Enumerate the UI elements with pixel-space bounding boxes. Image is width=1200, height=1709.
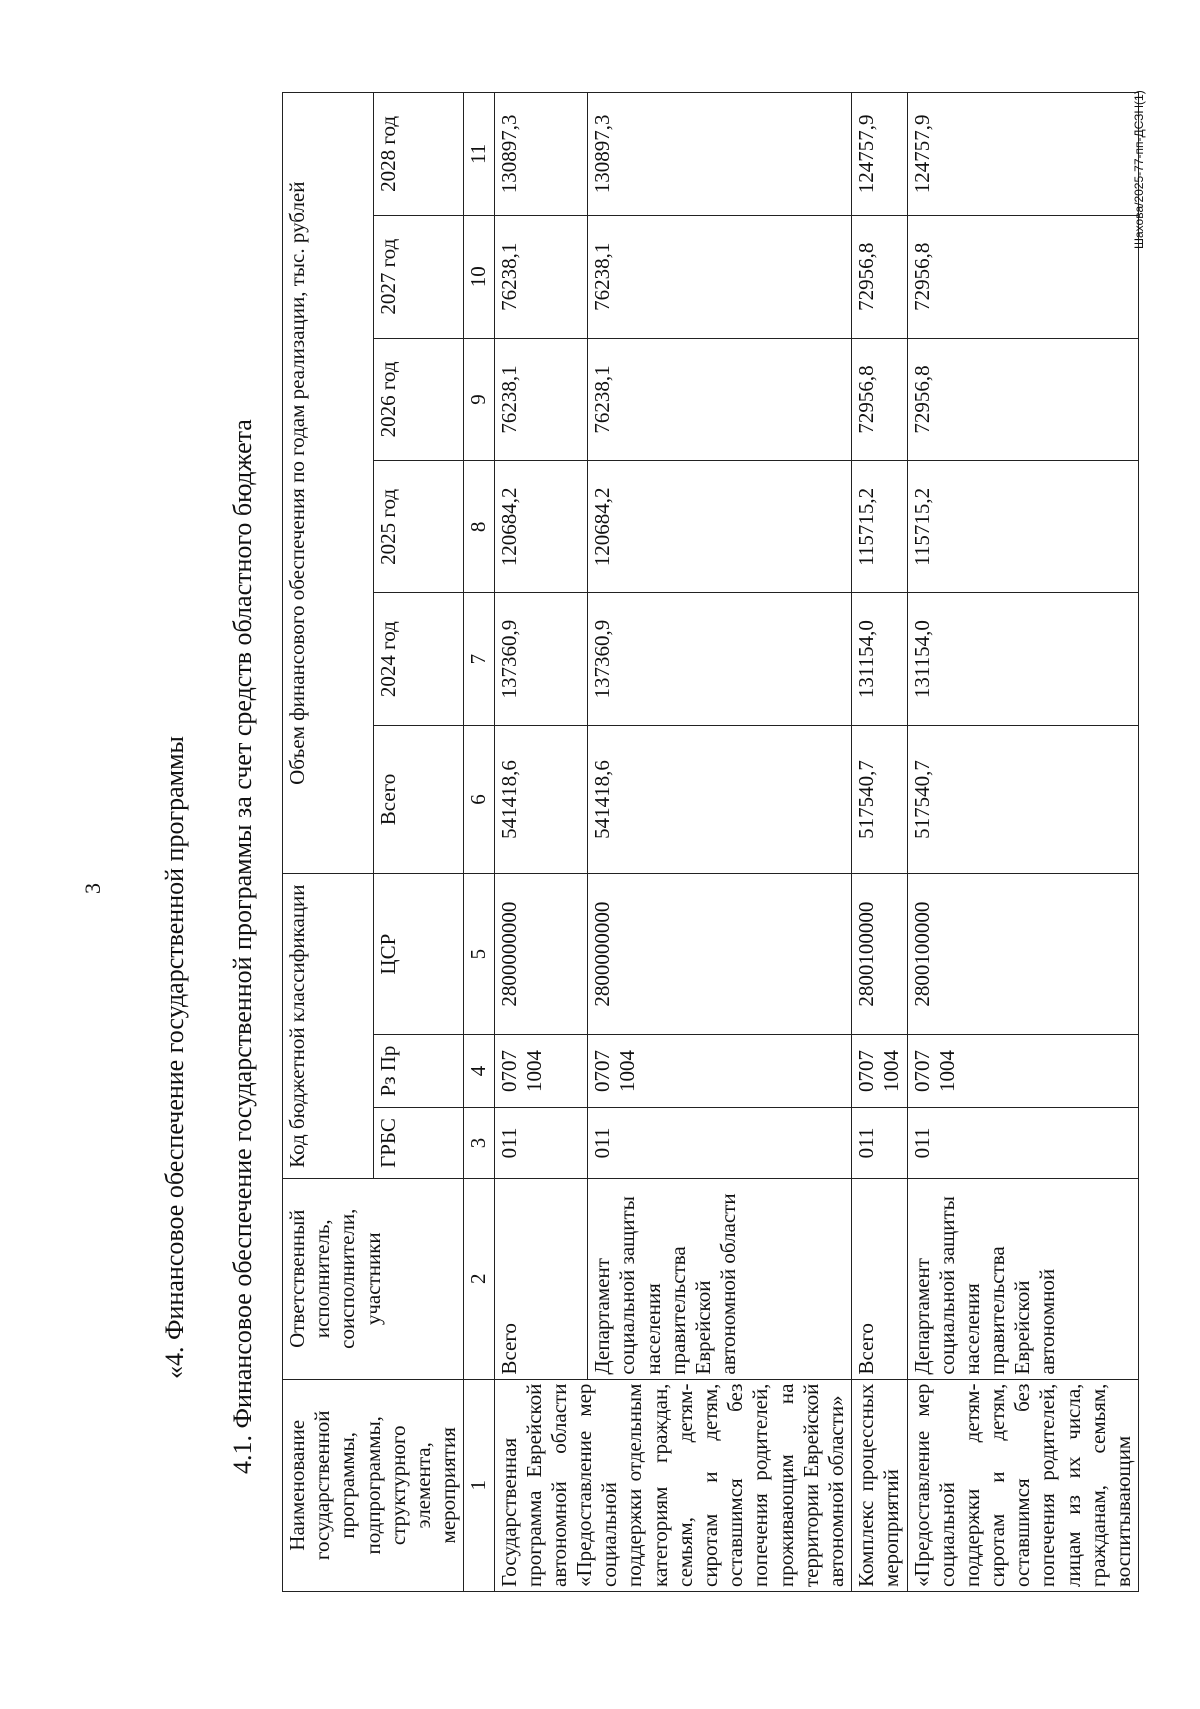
rz-pr-cell: 0707 1004 bbox=[907, 1034, 1139, 1107]
year-2025-cell: 115715,2 bbox=[852, 461, 907, 593]
column-number: 3 bbox=[464, 1108, 494, 1179]
grbs-cell: 011 bbox=[588, 1108, 852, 1179]
table-row bbox=[494, 93, 588, 1592]
table-row bbox=[852, 93, 907, 1592]
header-grbs: ГРБС bbox=[373, 1108, 464, 1179]
program-name: Государственная программа Еврейской автономной области «Предоставление мер социальной поддержки отдельным категориям граждан, семьям, детям-сиротам и детям, оставшимся без попечения родителей, проживающим на территории Еврейской автономной области» bbox=[494, 1379, 852, 1591]
csr-cell: 2800000000 bbox=[494, 874, 588, 1035]
year-2024-cell: 131154,0 bbox=[907, 593, 1139, 725]
total-cell: 517540,7 bbox=[907, 725, 1139, 874]
subsection-title: 4.1. Финансовое обеспечение государственной программы за счет средств областного бюджета bbox=[228, 419, 257, 1474]
year-2026-cell: 72956,8 bbox=[907, 338, 1139, 461]
year-2028-cell: 124757,9 bbox=[907, 93, 1139, 216]
total-cell: 541418,6 bbox=[588, 725, 852, 874]
header-budget-code: Код бюджетной классификации bbox=[283, 874, 374, 1179]
header-volume: Объем финансового обеспечения по годам реализации, тыс. рублей bbox=[283, 93, 374, 874]
column-number: 6 bbox=[464, 725, 494, 874]
csr-cell: 2800100000 bbox=[852, 874, 907, 1035]
year-2026-cell: 76238,1 bbox=[494, 338, 588, 461]
year-2027-cell: 72956,8 bbox=[852, 215, 907, 338]
page-number: 3 bbox=[80, 883, 105, 894]
column-number: 11 bbox=[464, 93, 494, 216]
header-2026: 2026 год bbox=[373, 338, 464, 461]
grbs-cell: 011 bbox=[852, 1108, 907, 1179]
year-2028-cell: 124757,9 bbox=[852, 93, 907, 216]
year-2024-cell: 137360,9 bbox=[588, 593, 852, 725]
year-2028-cell: 130897,3 bbox=[588, 93, 852, 216]
year-2026-cell: 76238,1 bbox=[588, 338, 852, 461]
column-number: 9 bbox=[464, 338, 494, 461]
header-csr: ЦСР bbox=[373, 874, 464, 1035]
column-number-row bbox=[464, 93, 494, 1592]
column-number: 1 bbox=[464, 1379, 494, 1591]
column-number: 2 bbox=[464, 1178, 494, 1379]
responsible-cell: Всего bbox=[852, 1178, 907, 1379]
column-number: 5 bbox=[464, 874, 494, 1035]
total-cell: 517540,7 bbox=[852, 725, 907, 874]
csr-cell: 2800100000 bbox=[907, 874, 1139, 1035]
year-2025-cell: 120684,2 bbox=[588, 461, 852, 593]
measure-name: «Предоставление мер социальной поддержки детям-сиротам и детям, оставшимся без попечения родителей, лицам из их числа, гражданам, семьям, воспитывающим bbox=[907, 1379, 1139, 1591]
rz-pr-cell: 0707 1004 bbox=[852, 1034, 907, 1107]
document-footer-code: Шахова/2025-77-пп-ДСЗН(1) bbox=[1132, 90, 1146, 249]
responsible-cell: Департамент социальной защиты населения правительства Еврейской автономной области bbox=[588, 1178, 852, 1379]
column-number: 4 bbox=[464, 1034, 494, 1107]
header-total: Всего bbox=[373, 725, 464, 874]
year-2027-cell: 72956,8 bbox=[907, 215, 1139, 338]
responsible-cell: Департамент социальной защиты населения правительства Еврейской автономной bbox=[907, 1178, 1139, 1379]
table-row bbox=[588, 93, 852, 1592]
financing-table bbox=[282, 92, 1139, 1592]
grbs-cell: 011 bbox=[907, 1108, 1139, 1179]
total-cell: 541418,6 bbox=[494, 725, 588, 874]
table-row bbox=[907, 93, 1139, 1592]
section-title: «4. Финансовое обеспечение государственной программы bbox=[160, 735, 189, 1379]
rz-pr-cell: 0707 1004 bbox=[588, 1034, 852, 1107]
header-responsible: Ответственный исполнитель, соисполнители, участники bbox=[283, 1178, 464, 1379]
grbs-cell: 011 bbox=[494, 1108, 588, 1179]
csr-cell: 2800000000 bbox=[588, 874, 852, 1035]
header-rz-pr: Рз Пр bbox=[373, 1034, 464, 1107]
year-2024-cell: 137360,9 bbox=[494, 593, 588, 725]
column-number: 10 bbox=[464, 215, 494, 338]
header-2025: 2025 год bbox=[373, 461, 464, 593]
header-2027: 2027 год bbox=[373, 215, 464, 338]
rz-pr-cell: 0707 1004 bbox=[494, 1034, 588, 1107]
complex-name: Комплекс процессных мероприятий bbox=[852, 1379, 907, 1591]
year-2025-cell: 120684,2 bbox=[494, 461, 588, 593]
header-name: Наименование государственной программы, подпрограммы, структурного элемента, мероприятия bbox=[283, 1379, 464, 1591]
column-number: 7 bbox=[464, 593, 494, 725]
column-number: 8 bbox=[464, 461, 494, 593]
year-2027-cell: 76238,1 bbox=[588, 215, 852, 338]
year-2026-cell: 72956,8 bbox=[852, 338, 907, 461]
responsible-cell: Всего bbox=[494, 1178, 588, 1379]
year-2028-cell: 130897,3 bbox=[494, 93, 588, 216]
year-2027-cell: 76238,1 bbox=[494, 215, 588, 338]
header-2028: 2028 год bbox=[373, 93, 464, 216]
year-2024-cell: 131154,0 bbox=[852, 593, 907, 725]
header-2024: 2024 год bbox=[373, 593, 464, 725]
year-2025-cell: 115715,2 bbox=[907, 461, 1139, 593]
